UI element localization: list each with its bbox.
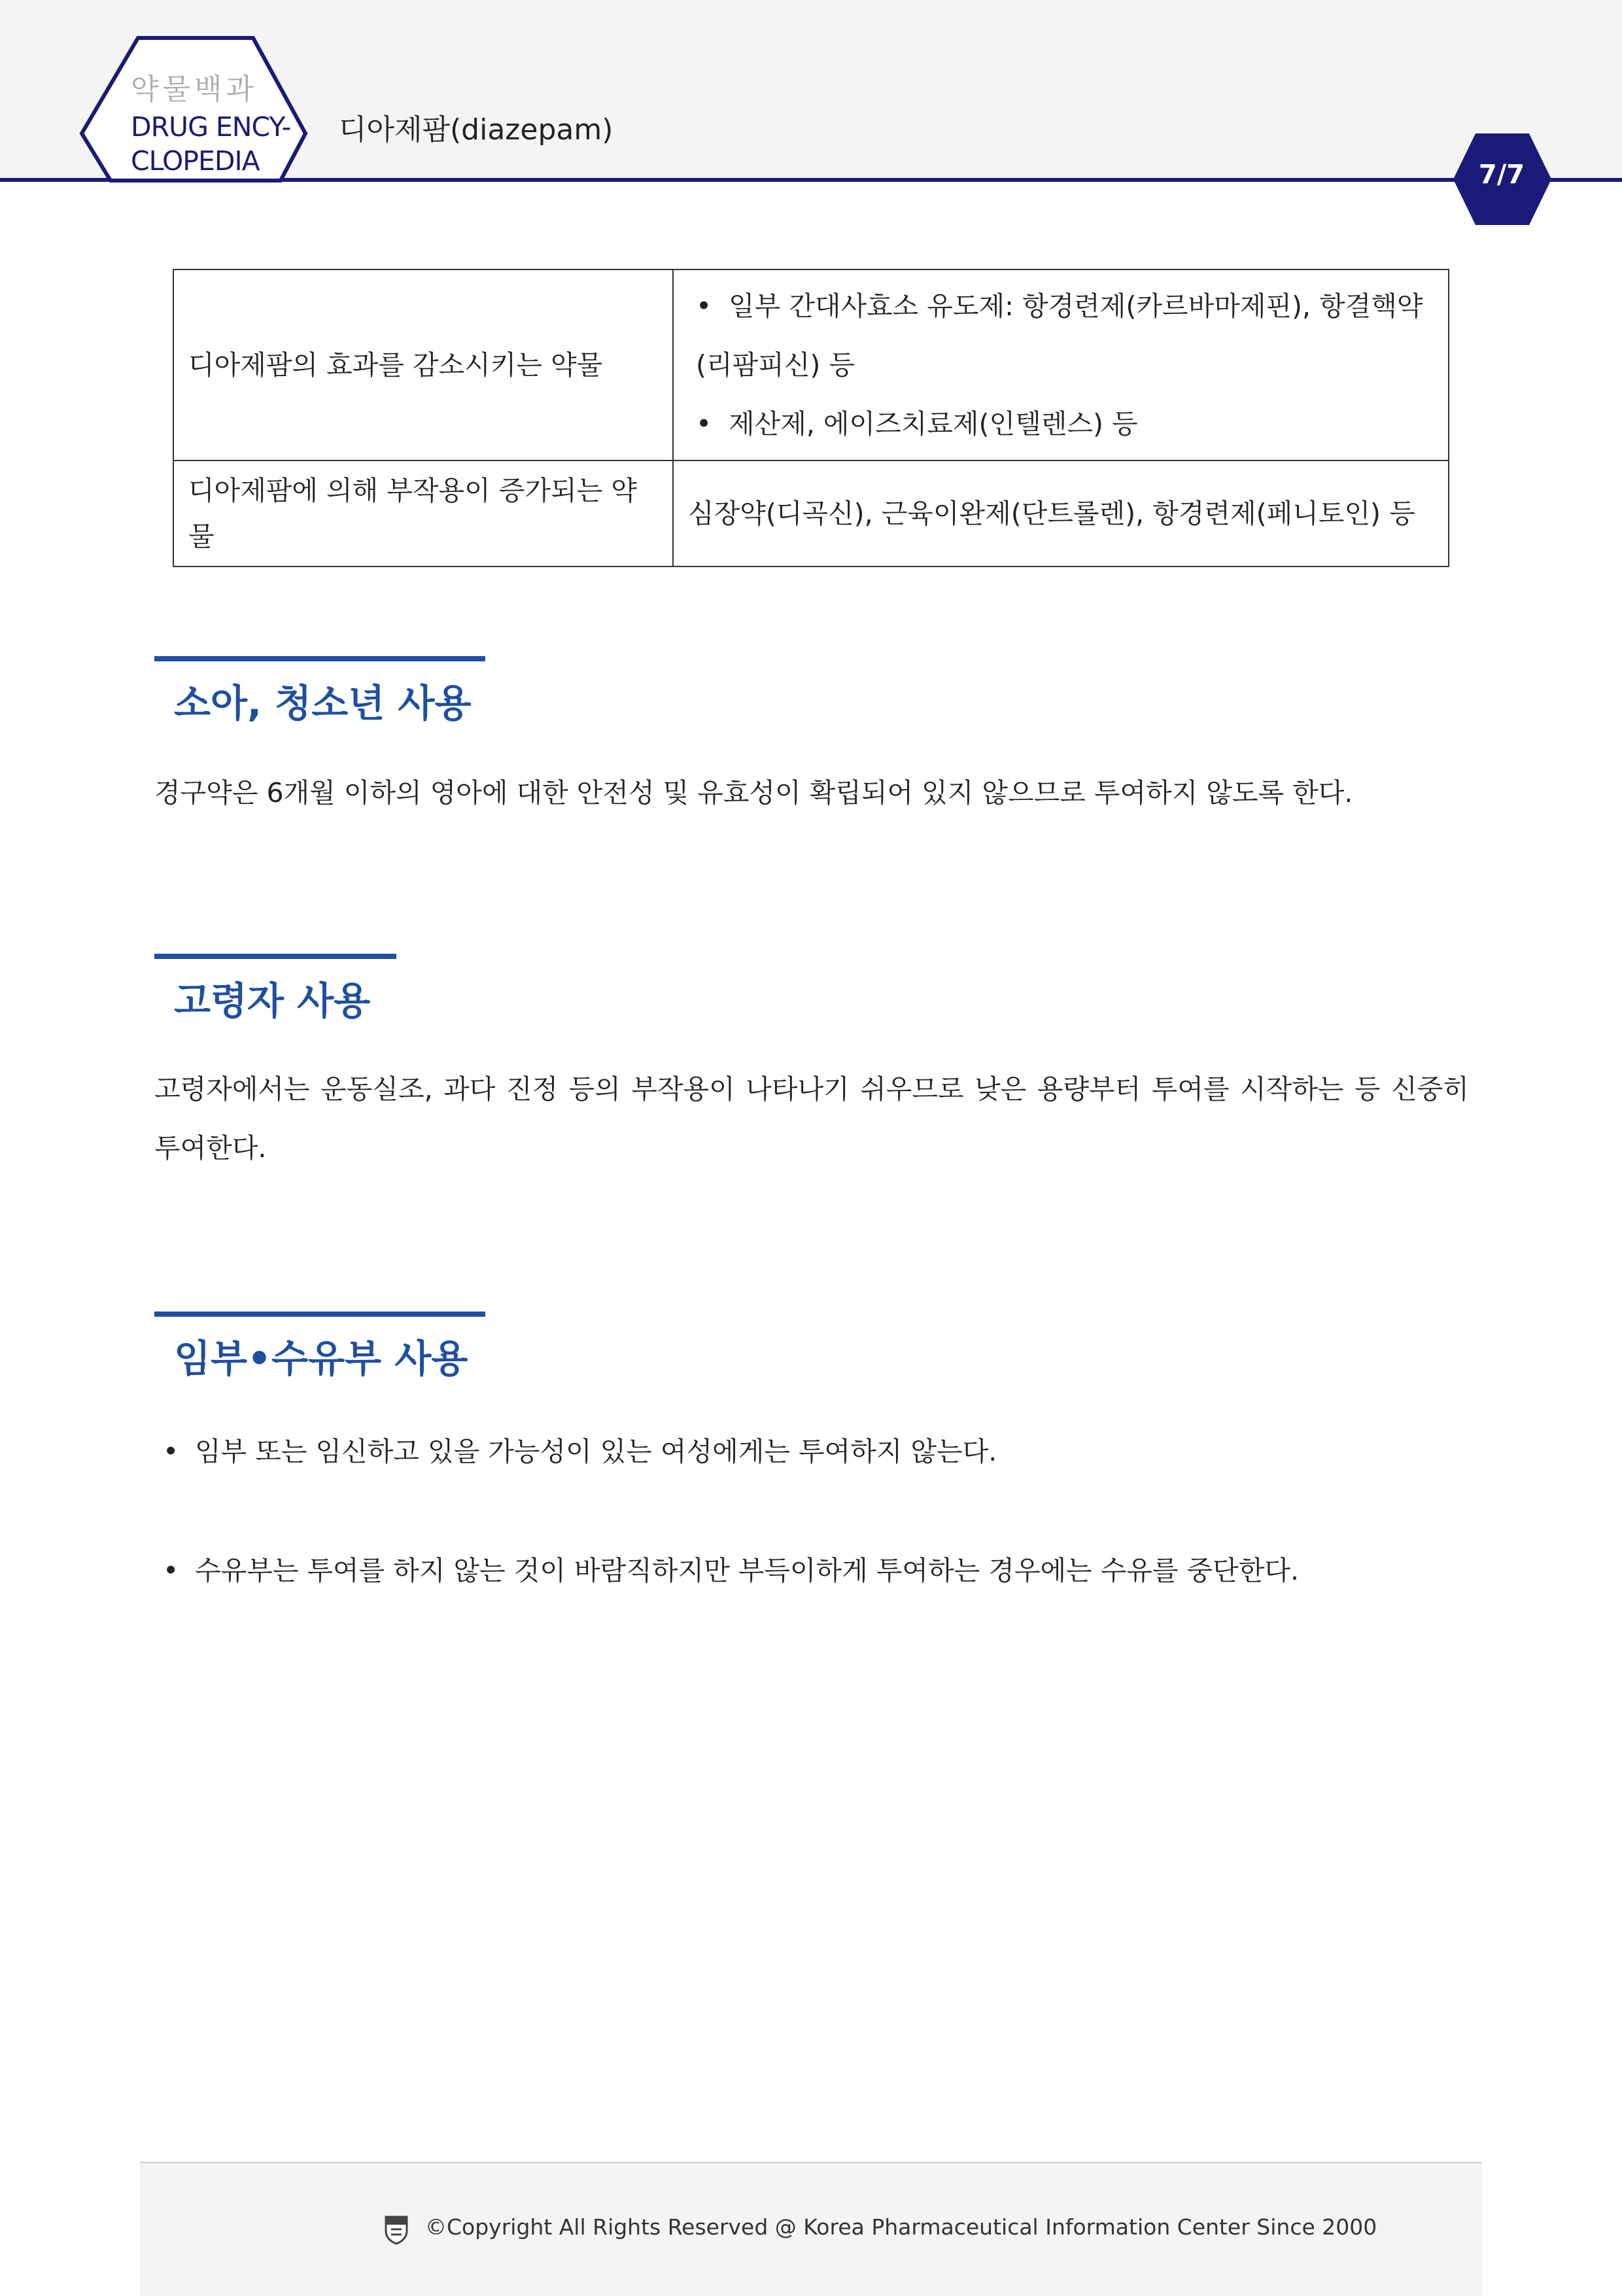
table-bullet-item xyxy=(688,394,1434,453)
document-title: 디아제팜(diazepam) xyxy=(339,113,613,147)
section-bar xyxy=(154,656,485,661)
table-row xyxy=(173,461,1449,566)
list-item xyxy=(154,1549,1469,1588)
page-number: 7/7 xyxy=(1478,160,1525,190)
bullet-dot-icon: • xyxy=(154,1436,179,1467)
shield-emblem-icon xyxy=(383,2215,409,2245)
list-item-text: 수유부는 투여를 하지 않는 것이 바람직하지만 부득이하게 투여하는 경우에는 수유를 중단한다. xyxy=(195,1555,1299,1586)
logo-korean: 약물백과 xyxy=(131,73,258,106)
table-bullet-text: 일부 간대사효소 유도제: 항경련제(카르바마제핀), 항결핵약(리팜피신) 등 xyxy=(696,290,1423,381)
elderly-text: 고령자에서는 운동실조, 과다 진정 등의 부작용이 나타나기 쉬우므로 낮은 용량부터 투여를 시작하는 등 신중히 투여한다. xyxy=(154,1073,1469,1164)
logo-english-line1: DRUG ENCY- xyxy=(131,111,291,143)
section-bar xyxy=(154,1312,485,1317)
footer-copyright: ©Copyright All Rights Reserved @ Korea Pharmaceutical Information Center Since 2000 xyxy=(425,2214,1377,2240)
logo-english-line2: CLOPEDIA xyxy=(131,145,260,177)
list-item-text: 임부 또는 임신하고 있을 가능성이 있는 여성에게는 투여하지 않는다. xyxy=(195,1436,997,1467)
bullet-dot-icon: • xyxy=(696,408,712,440)
list-item xyxy=(154,1430,1469,1469)
section-title-elderly: 고령자 사용 xyxy=(174,979,371,1023)
table-row xyxy=(173,270,1449,461)
section-bar xyxy=(154,954,396,959)
bullet-dot-icon: • xyxy=(154,1555,179,1586)
table-value-cell: 심장약(디곡신), 근육이완제(단트롤렌), 항경련제(페니토인) 등 xyxy=(673,461,1449,566)
table-bullet-item xyxy=(688,277,1434,394)
table-label-cell: 디아제팜의 효과를 감소시키는 약물 xyxy=(173,270,673,461)
table-value-cell xyxy=(673,270,1449,461)
section-title-pediatric: 소아, 청소년 사용 xyxy=(174,681,472,725)
table-label-cell: 디아제팜에 의해 부작용이 증가되는 약물 xyxy=(173,461,673,566)
bullet-dot-icon: • xyxy=(696,290,712,322)
section-title-pregnancy: 임부•수유부 사용 xyxy=(174,1336,468,1381)
table-bullet-text: 제산제, 에이즈치료제(인텔렌스) 등 xyxy=(729,408,1138,440)
interaction-table xyxy=(173,269,1449,567)
logo-english xyxy=(131,110,290,178)
pediatric-text: 경구약은 6개월 이하의 영아에 대한 안전성 및 유효성이 확립되어 있지 않으므로 투여하지 않도록 한다. xyxy=(154,777,1353,809)
